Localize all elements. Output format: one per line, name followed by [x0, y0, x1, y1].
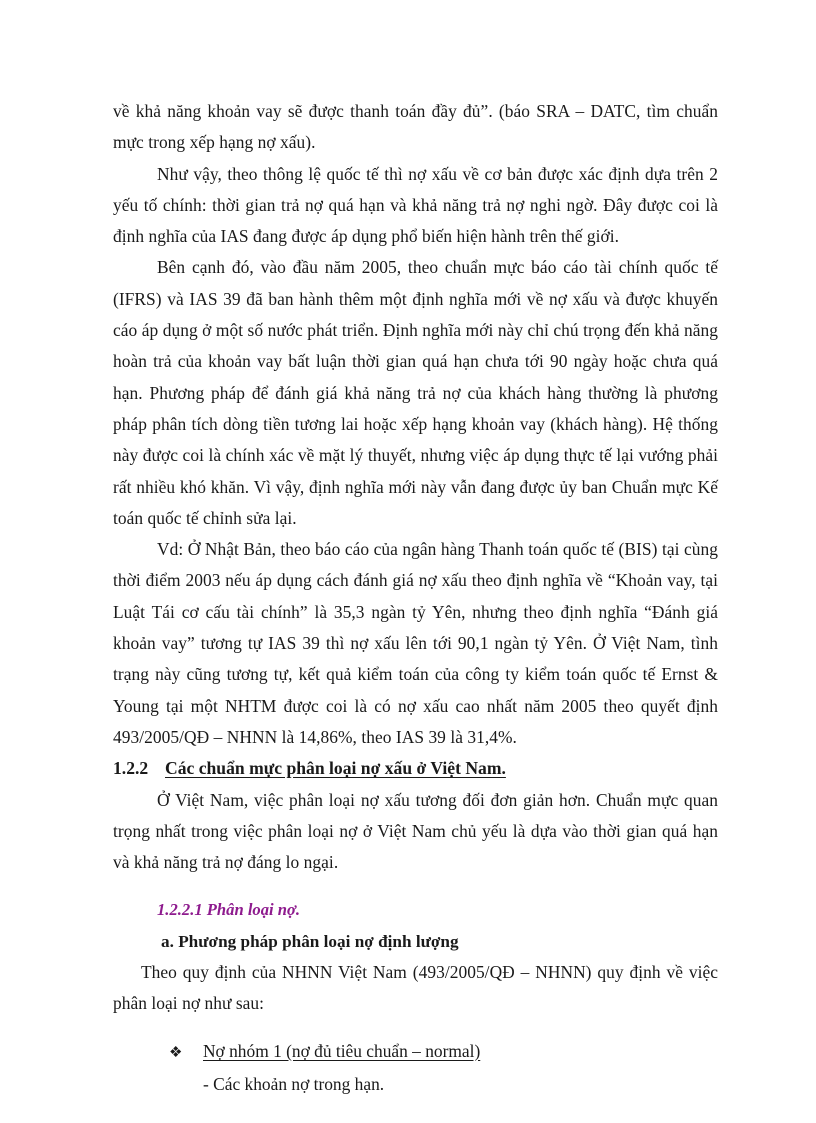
list-item-label: Nợ nhóm 1 (nợ đủ tiêu chuẩn – normal) — [203, 1040, 481, 1061]
paragraph-o-viet-nam: Ở Việt Nam, việc phân loại nợ xấu tương đối đơn giản hơn. Chuẩn mực quan trọng nhất trong việc phân loại nợ ở Việt Nam chủ yếu là dựa vào thời gian quá hạn và khả năng trả nợ đáng lo ngại. — [113, 789, 718, 873]
heading-a-phuong-phap: a. Phương pháp phân loại nợ định lượng — [161, 931, 459, 951]
diamond-bullet-icon: ❖ — [169, 1044, 183, 1061]
heading-1-2-2 — [113, 753, 718, 784]
paragraph-vd-nhat-ban: Vd: Ở Nhật Bản, theo báo cáo của ngân hàng Thanh toán quốc tế (BIS) tại cùng thời điểm 2003 nếu áp dụng cách đánh giá nợ xấu theo định nghĩa về “Khoản vay, tại Luật Tái cơ cấu tài chính” là 35,3 ngàn tỷ Yên, nhưng theo định nghĩa “Đánh giá khoản vay” tương tự IAS 39 thì nợ xấu lên tới 90,1 ngàn tỷ Yên. Ở Việt Nam, tình trạng này cũng tương tự, kết quả kiểm toán của công ty kiểm toán quốc tế Ernst & Young tại một NHTM được coi là có nợ xấu cao nhất năm 2005 theo quyết định 493/2005/QĐ – NHNN là 14,86%, theo IAS 39 là 31,4%. — [113, 539, 718, 747]
sub-list-item: - Các khoản nợ trong hạn. — [203, 1073, 385, 1094]
paragraph-nhu-vay: Như vậy, theo thông lệ quốc tế thì nợ xấu về cơ bản được xác định dựa trên 2 yếu tố chính: thời gian trả nợ quá hạn và khả năng trả nợ nghi ngờ. Đây được coi là định nghĩa của IAS đang được áp dụng phổ biến hiện hành trên thế giới. — [113, 163, 718, 247]
heading-1-2-2-title: Các chuẩn mực phân loại nợ xấu ở Việt Nam. — [165, 758, 506, 779]
paragraph-theo-quy-dinh: Theo quy định của NHNN Việt Nam (493/2005/QĐ – NHNN) quy định về việc phân loại nợ như sau: — [113, 962, 718, 1014]
paragraph-ben-canh-do: Bên cạnh đó, vào đầu năm 2005, theo chuẩn mực báo cáo tài chính quốc tế (IFRS) và IAS 39 đã ban hành thêm một định nghĩa mới về nợ xấu và được khuyến cáo áp dụng ở một số nước phát triển. Định nghĩa mới này chỉ chú trọng đến khả năng hoàn trả của khoản vay bất luận thời gian quá hạn chưa tới 90 ngày hoặc chưa quá hạn. Phương pháp để đánh giá khả năng trả nợ của khách hàng thường là phương pháp phân tích dòng tiền tương lai hoặc xếp hạng khoản vay (khách hàng). Hệ thống này được coi là chính xác về mặt lý thuyết, nhưng việc áp dụng thực tế lại vướng phải rất nhiều khó khăn. Vì vậy, định nghĩa mới này vẫn đang được ủy ban Chuẩn mực Kế toán quốc tế chỉnh sửa lại. — [113, 257, 718, 528]
list-item — [113, 1036, 718, 1069]
text-column — [113, 96, 718, 1100]
spacer-before-subheading — [113, 878, 718, 894]
paragraph-continuation: về khả năng khoản vay sẽ được thanh toán đầy đủ”. (báo SRA – DATC, tìm chuẩn mực trong xếp hạng nợ xấu). — [113, 101, 718, 153]
heading-1-2-2-1: 1.2.2.1 Phân loại nợ. — [157, 900, 301, 920]
heading-1-2-2-number: 1.2.2 — [113, 758, 149, 779]
spacer-before-bullet — [113, 1020, 718, 1036]
